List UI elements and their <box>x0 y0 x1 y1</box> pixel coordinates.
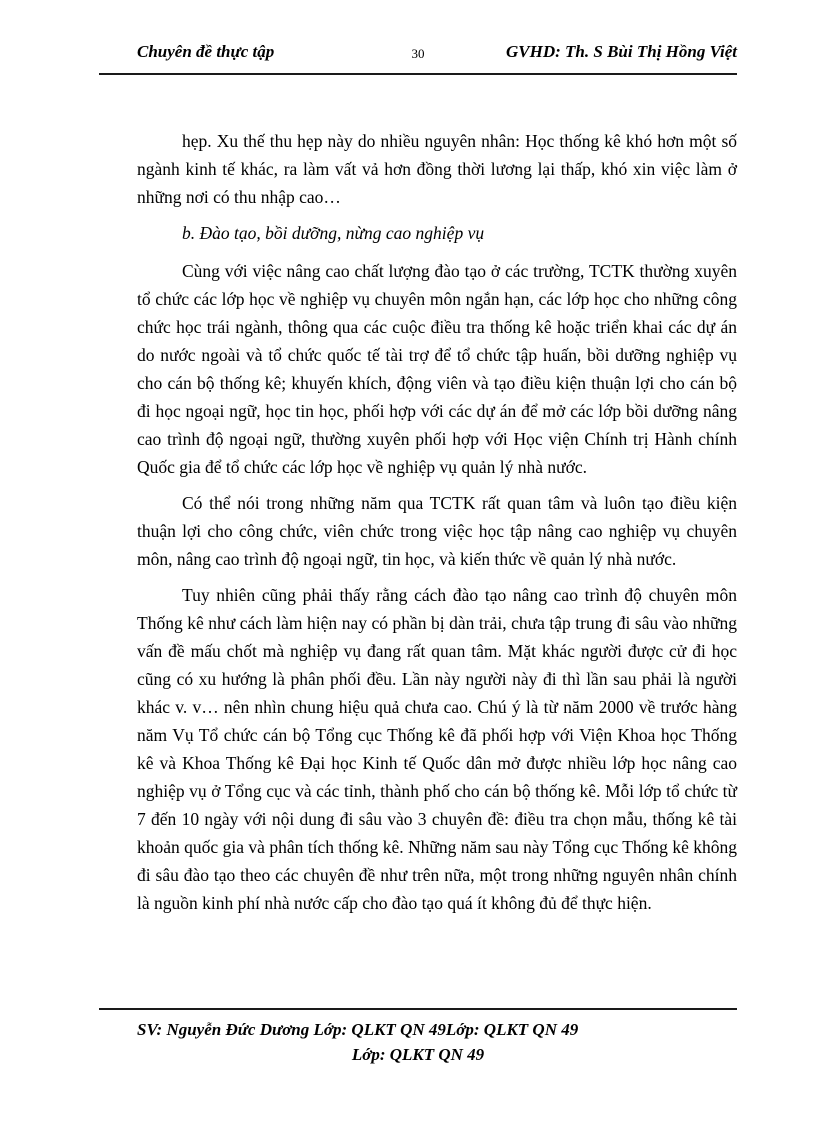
header-supervisor: GVHD: Th. S Bùi Thị Hồng Việt <box>506 42 737 61</box>
section-heading-b: b. Đào tạo, bồi dưỡng, nừng cao nghiệp vụ <box>182 223 485 243</box>
page-footer <box>99 1008 737 1067</box>
header-doc-title: Chuyên đề thực tập <box>137 42 275 61</box>
paragraph-summary: Có thể nói trong những năm qua TCTK rất quan tâm và luôn tạo điều kiện thuận lợi cho công chức, viên chức trong việc học tập nâng cao nghiệp vụ chuyên môn, nâng cao trình độ ngoại ngữ, tin học, và kiến thức về quản lý nhà nước. <box>137 493 737 569</box>
footer-student-line: SV: Nguyễn Đức Dương Lớp: QLKT QN 49Lớp: QLKT QN 49 <box>137 1020 579 1039</box>
page-number: 30 <box>411 46 425 61</box>
page-header <box>99 42 737 75</box>
paragraph-training: Cùng với việc nâng cao chất lượng đào tạo ở các trường, TCTK thường xuyên tổ chức các lớp học về nghiệp vụ chuyên môn ngắn hạn, các lớp học cho những công chức học trái ngành, thông qua các cuộc điều tra thống kê hoặc triển khai các dự án do nước ngoài và tổ chức quốc tế tài trợ để tổ chức tập huấn, bồi dưỡng nghiệp vụ cho cán bộ thống kê; khuyến khích, động viên và tạo điều kiện thuận lợi cho cán bộ đi học ngoại ngữ, học tin học, phối hợp với các dự án để mở các lớp bồi dưỡng nâng cao trình độ ngoại ngữ, thường xuyên phối hợp với Học viện Chính trị Hành chính Quốc gia để tổ chức các lớp học về nghiệp vụ quản lý nhà nước. <box>137 261 737 477</box>
page-header-row <box>99 42 737 64</box>
document-body <box>137 127 737 925</box>
paragraph-critique: Tuy nhiên cũng phải thấy rằng cách đào tạo nâng cao trình độ chuyên môn Thống kê như cách làm hiện nay có phần bị dàn trải, chưa tập trung đi sâu vào những vấn đề mấu chốt mà nghiệp vụ đang rất quan tâm. Mặt khác người được cử đi học cũng có xu hướng là phân phối đều. Lần này người này đi thì lần sau phải là người khác v. v… nên nhìn chung hiệu quả chưa cao. Chú ý là từ năm 2000 về trước hàng năm Vụ Tổ chức cán bộ Tổng cục Thống kê đã phối hợp với Viện Khoa học Thống kê và Khoa Thống kê Đại học Kinh tế Quốc dân mở được nhiều lớp học nâng cao nghiệp vụ ở Tổng cục và các tỉnh, thành phố cho cán bộ thống kê. Mỗi lớp tổ chức từ 7 đến 10 ngày với nội dung đi sâu vào 3 chuyên đề: điều tra chọn mẫu, thống kê tài khoản quốc gia và phân tích thống kê. Những năm sau này Tổng cục Thống kê không đi sâu đào tạo theo các chuyên đề như trên nữa, một trong những nguyên nhân chính là nguồn kinh phí nhà nước cấp cho đào tạo quá ít không đủ để thực hiện. <box>137 585 737 913</box>
paragraph-intro: hẹp. Xu thế thu hẹp này do nhiều nguyên nhân: Học thống kê khó hơn một số ngành kinh tế khác, ra làm vất vả hơn đồng thời lương lại thấp, khó xin việc làm ở những nơi có thu nhập cao… <box>137 131 737 207</box>
footer-class-line: Lớp: QLKT QN 49 <box>351 1045 485 1064</box>
